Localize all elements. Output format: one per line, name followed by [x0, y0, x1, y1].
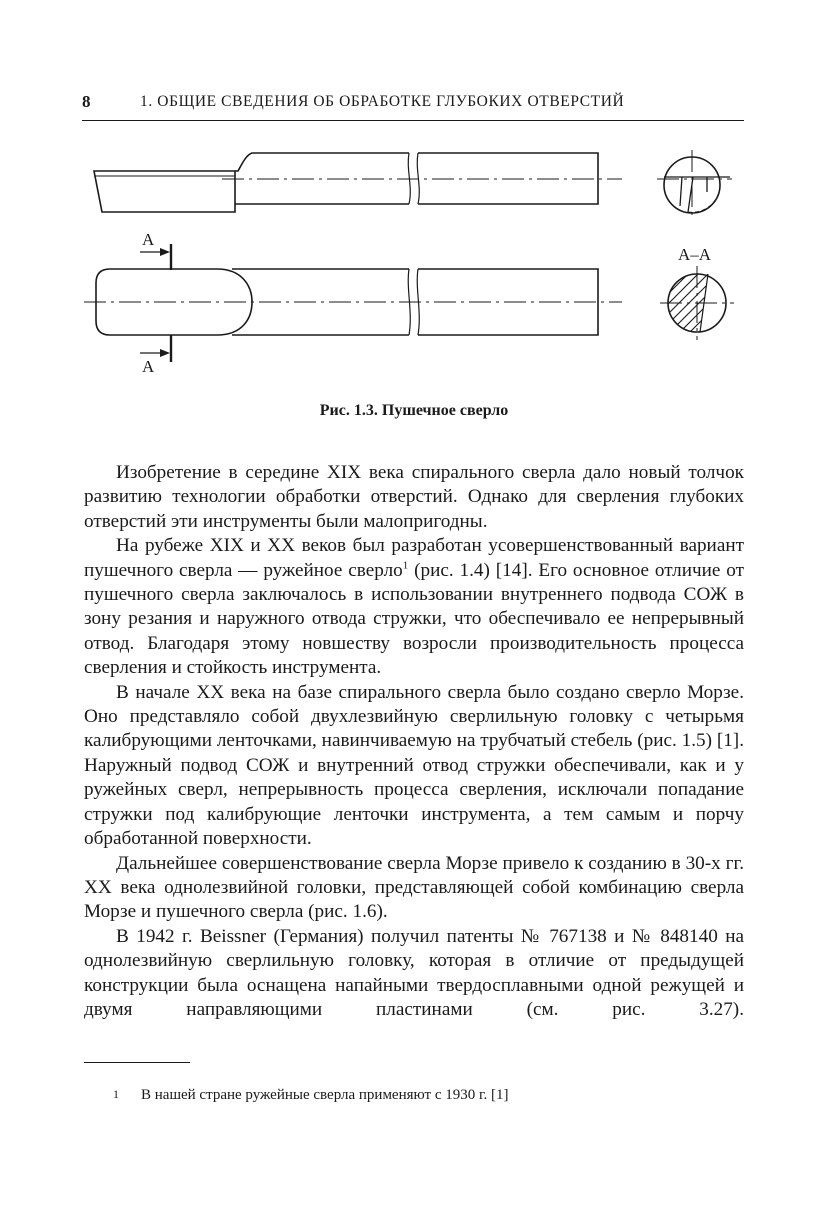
- body-text: [84, 461, 744, 1022]
- paragraph-2-before: На рубеже XIX и XX веков был разработан усовершенствованный вариант пушечного сверла — ружейное сверло: [84, 535, 744, 581]
- section-label-top: А: [142, 230, 155, 249]
- section-label-bottom: А: [142, 357, 155, 376]
- paragraph-2: [84, 534, 744, 680]
- paragraph-4: Дальнейшее совершенствование сверла Морзе привело к созданию в 30-х гг. XX века однолезвийной головки, представляющей собой комбинацию сверла Морзе и пушечного сверла (рис. 1.6).: [84, 852, 744, 923]
- paragraph-5: В 1942 г. Beissner (Германия) получил патенты № 767138 и № 848140 на однолезвийную сверлильную головку, которая в отличие от предыдущей конструкции была оснащена напайными твердосплавными одной режущей и двумя направляющими пластинами (см. рис. 3.27).: [84, 925, 744, 1020]
- section-view-label: А–А: [678, 245, 712, 264]
- paragraph-3: В начале XX века на базе спирального сверла было создано сверло Морзе. Оно представляло собой двухлезвийную сверлильную головку с четырьмя калибрующими ленточками, навинчиваемую на трубчатый стебель (рис. 1.5) [1]. Наружный подвод СОЖ и внутренний отвод стружки обеспечивали, как и у ружейных сверл, непрерывность процесса сверления, исключали попадание стружки под калибрующие ленточки инструмента, а тем самым и порчу обработанной поверхности.: [84, 681, 744, 850]
- gun-drill-figure: [82, 140, 748, 380]
- footnote-rule: [84, 1062, 190, 1063]
- footnote: [113, 1087, 508, 1104]
- figure-caption: Рис. 1.3. Пушечное сверло: [319, 402, 509, 419]
- page-number: 8: [82, 92, 91, 111]
- paragraph-1: Изобретение в середине XIX века спирального сверла дало новый толчок развитию технологии обработки отверстий. Однако для сверления глубоких отверстий эти инструменты были малопригодны.: [84, 462, 744, 532]
- running-header: [82, 90, 744, 121]
- footnote-mark: 1: [113, 1087, 119, 1101]
- running-title: 1. ОБЩИЕ СВЕДЕНИЯ ОБ ОБРАБОТКЕ ГЛУБОКИХ ОТВЕРСТИЙ: [140, 93, 625, 110]
- footnote-ref: 1: [402, 559, 409, 572]
- footnote-text: В нашей стране ружейные сверла применяют с 1930 г. [1]: [141, 1087, 509, 1103]
- drill-tip-top: [94, 171, 235, 212]
- paragraph-2-after: (рис. 1.4) [14]. Его основное отличие от пушечного сверла заключалось в использовании внутреннего подвода СОЖ в зону резания и наружного отвода стружки, что обеспечивало ее непрерывный отвод. Благодаря этому новшеству возросли производительность процесса сверления и стойкость инструмента.: [84, 559, 744, 679]
